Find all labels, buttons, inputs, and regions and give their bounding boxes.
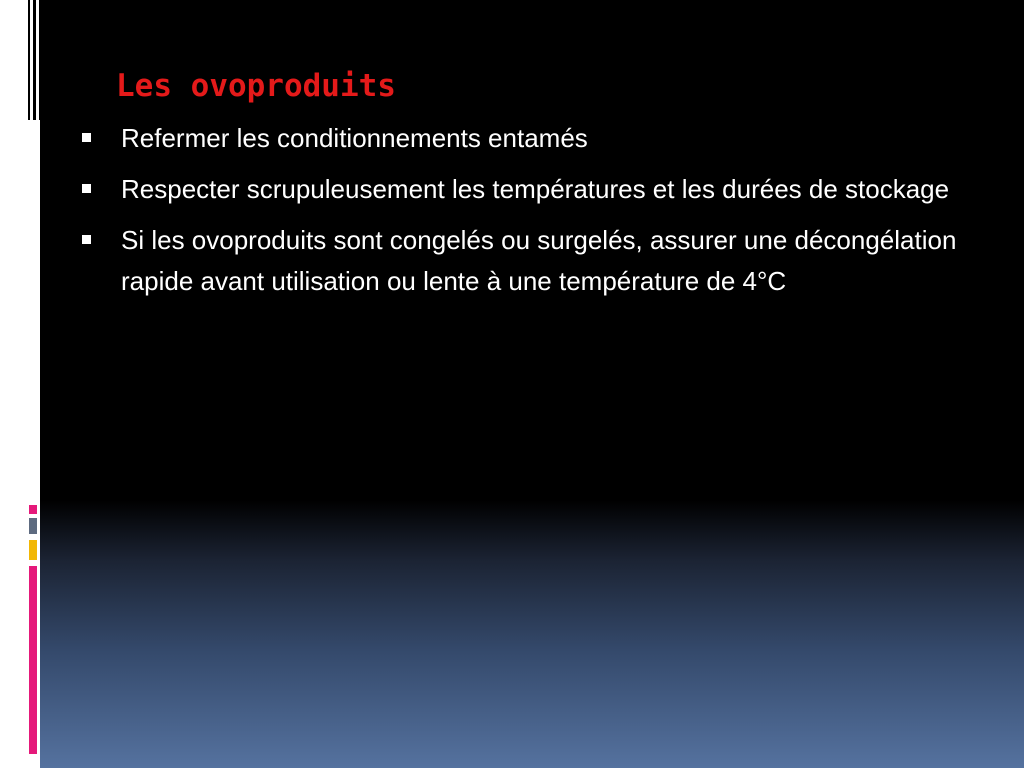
vertical-bar	[39, 0, 41, 120]
square-bullet-icon	[82, 235, 91, 244]
accent-block-pink-small	[29, 505, 37, 514]
bullet-text: Respecter scrupuleusement les températures et les durées de stockage	[121, 174, 950, 204]
bullet-text: Si les ovoproduits sont congelés ou surgelés, assurer une décongélation rapide avant utilisation ou lente à une température de 4°C	[121, 225, 957, 296]
bullet-list	[82, 118, 992, 312]
bullet-text: Refermer les conditionnements entamés	[121, 123, 588, 153]
accent-block-gray	[29, 518, 37, 534]
bullet-item	[82, 169, 992, 210]
bullet-item	[82, 118, 992, 159]
vertical-bar	[33, 0, 36, 120]
accent-block-pink	[29, 566, 37, 754]
square-bullet-icon	[82, 133, 91, 142]
accent-block-yellow	[29, 540, 37, 560]
bullet-item	[82, 220, 992, 302]
vertical-bars-icon	[28, 0, 40, 120]
slide-title: Les ovoproduits	[116, 68, 396, 104]
vertical-bar	[28, 0, 30, 120]
left-decorative-strip	[0, 0, 40, 768]
square-bullet-icon	[82, 184, 91, 193]
